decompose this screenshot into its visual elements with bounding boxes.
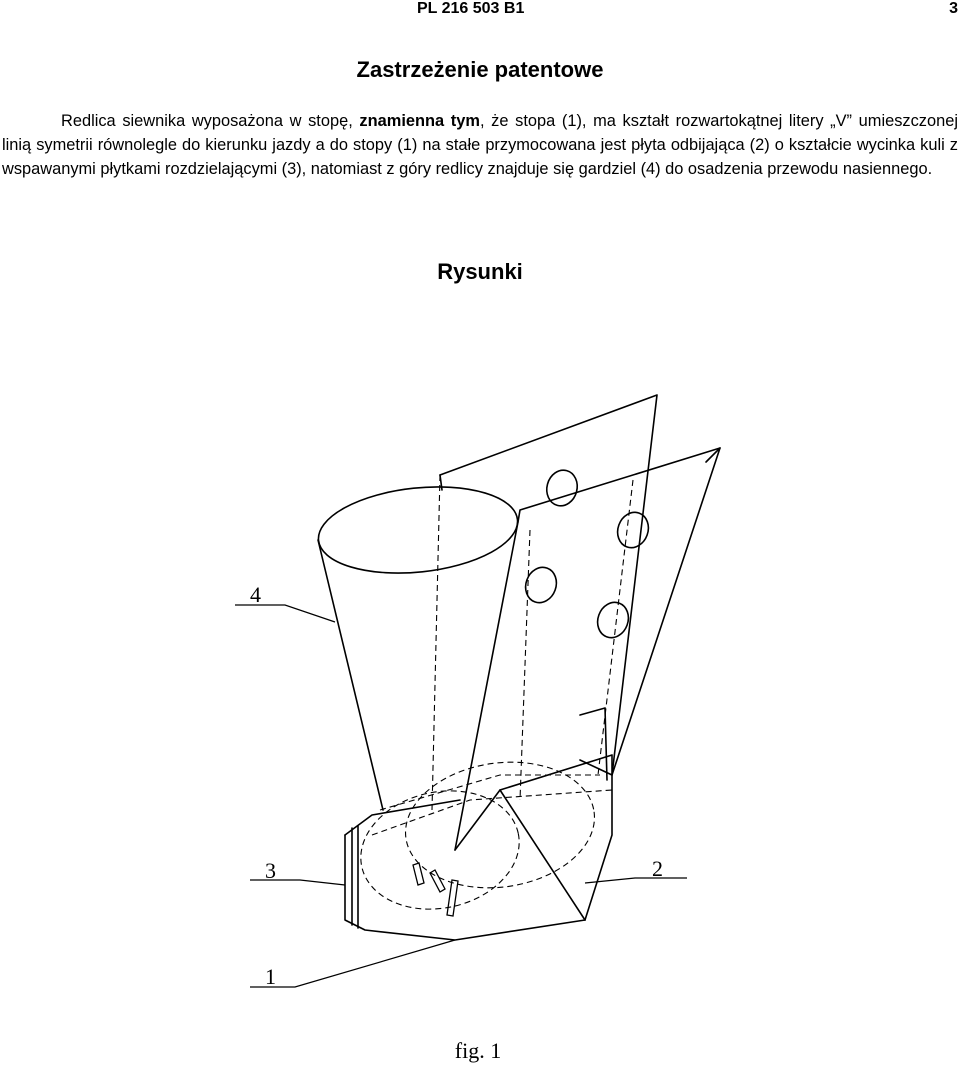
foot-right-face (500, 755, 612, 920)
section-title: Zastrzeżenie patentowe (356, 57, 604, 82)
foot-left-face (345, 835, 585, 940)
deflector-post (580, 708, 607, 780)
hidden-base (380, 775, 600, 810)
foot-front-edge (455, 790, 585, 920)
separator-plate-3 (447, 880, 458, 916)
claim-paragraph (2, 110, 958, 181)
plate-hole-2 (613, 508, 654, 552)
hidden-base-2 (372, 790, 612, 835)
leader-4 (235, 605, 335, 622)
label-part-2: 2 (652, 856, 663, 881)
hidden-plate-edge (598, 480, 633, 775)
throat-right-side (455, 522, 518, 850)
back-plate (440, 395, 657, 775)
leader-2 (585, 878, 687, 883)
claim-part-1: Redlica siewnika wyposażona w stopę, (61, 112, 360, 130)
drawings-heading: Rysunki (437, 259, 523, 284)
claim-bold: znamienna tym (359, 112, 480, 130)
plate-hole-4 (593, 598, 634, 642)
hidden-deflector (350, 777, 531, 924)
leader-1 (250, 940, 455, 987)
label-part-3: 3 (265, 858, 276, 883)
claim-text (2, 110, 958, 181)
hidden-bowl (397, 750, 602, 899)
foot-top-edge (345, 800, 460, 835)
patent-number: PL 216 503 B1 (417, 0, 525, 17)
hidden-inner-edge (520, 530, 530, 800)
plate-hole-1 (543, 467, 581, 510)
throat-rim (314, 478, 522, 582)
claim-part-2: , że stopa (1), ma kształt rozwartokątnej litery „V” umieszczonej linią symetrii równolegle do kierunku jazdy a do stopy (1) na stałe przymocowana jest płyta odbijająca (2) o kształcie wycinka kuli z wspawanymi płytkami rozdzielającymi (3), natomiast z góry redlicy znajduje się gardziel (4) do osadzenia przewodu nasiennego. (2, 112, 958, 178)
label-part-4: 4 (250, 582, 261, 607)
plate-hole-3 (521, 563, 562, 607)
figure-drawing (0, 380, 960, 1077)
throat-left-side (318, 540, 383, 810)
hidden-back-plate (432, 475, 440, 810)
label-part-1: 1 (265, 964, 276, 989)
figure-caption: fig. 1 (454, 1038, 502, 1063)
page-number: 3 (949, 0, 958, 17)
